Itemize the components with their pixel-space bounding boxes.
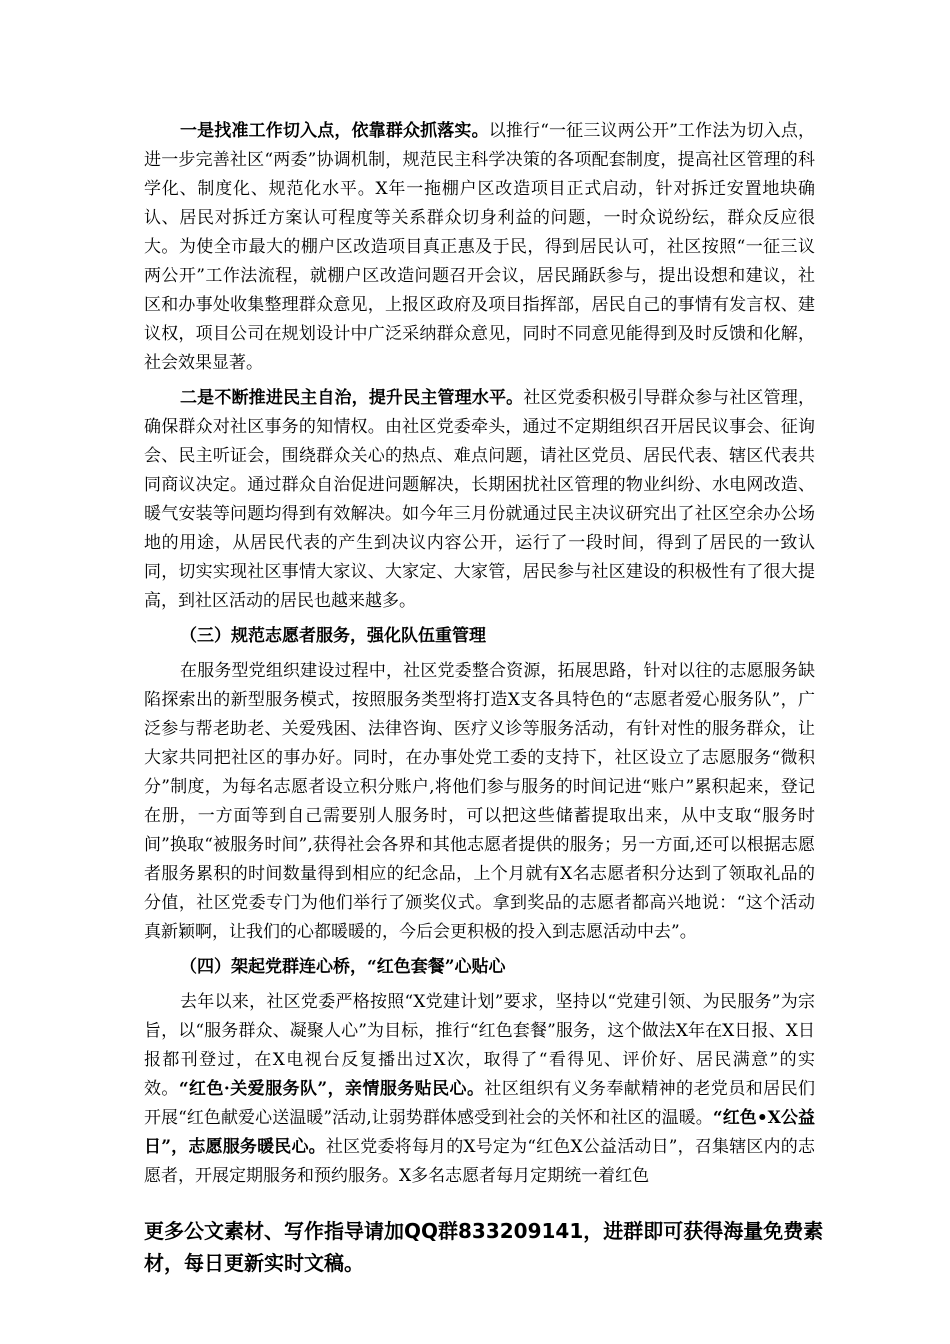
paragraph-2-text: 社区党委积极引导群众参与社区管理，确保群众对社区事务的知情权。由社区党委牵头，通过不定期组织召开居民议事会、征询会、民主听证会，围绕群众关心的热点、难点问题，请社区党员、居民代表、辖区代表共同商议决定。通过群众自治促进问题解决，长期困扰社区管理的物业纠纷、水电网改造、暖气安装等问题均得到有效解决。如今年三月份就通过民主决议研究出了社区空余办公场地的用途，从居民代表的产生到决议内容公开，运行了一段时间，得到了居民的一致认同，切实实现社区事情大家议、大家定、大家管，居民参与社区建设的积极性有了很大提高，到社区活动的居民也越来越多。 bbox=[144, 388, 816, 611]
paragraph-1-lead: 一是找准工作切入点，依靠群众抓落实。 bbox=[180, 121, 489, 141]
paragraph-4-text-1: 去年以来，社区党委严格按照“X党建计划”要求，坚持以“党建引领、为民服务”为宗旨，以“服务群众、凝聚人心”为目标，推行“红色套餐”服务，这个做法X年在X日报、X日报都刊登过，在X电视台反复播出过X次，取得了“看得见、评价好、居民满意”的实效。 bbox=[144, 992, 815, 1099]
paragraph-4-text-3: 社区党委将每月的X号定为“红色X公益活动日”，召集辖区内的志愿者，开展定期服务和预约服务。X多名志愿者每月定期统一着红色 bbox=[144, 1137, 815, 1186]
paragraph-2 bbox=[144, 384, 815, 616]
section-heading-4: （四）架起党群连心桥，“红色套餐”心贴心 bbox=[180, 957, 506, 977]
paragraph-1-text: 以推行“一征三议两公开”工作法为切入点，进一步完善社区“两委”协调机制，规范民主科学决策的各项配套制度，提高社区管理的科学化、制度化、规范化水平。X年一拖棚户区改造项目正式启动，针对拆迁安置地块确认、居民对拆迁方案认可程度等关系群众切身利益的问题，一时众说纷纭，群众反应很大。为使全市最大的棚户区改造项目真正惠及于民，得到居民认可，社区按照“一征三议两公开”工作法流程，就棚户区改造问题召开会议，居民踊跃参与，提出设想和建议，社区和办事处收集整理群众意见，上报区政府及项目指挥部，居民自己的事情有发言权、建议权，项目公司在规划设计中广泛采纳群众意见，同时不同意见能得到及时反馈和化解，社会效果显著。 bbox=[144, 121, 815, 373]
paragraph-4-bold-1: “红色·关爱服务队”，亲情服务贴民心。 bbox=[178, 1079, 485, 1099]
promo-footer: 更多公文素材、写作指导请加QQ群833209141，进群即可获得海量免费素材，每日更新实时文稿。 bbox=[144, 1219, 824, 1275]
section-heading-3: （三）规范志愿者服务，强化队伍重管理 bbox=[180, 626, 486, 646]
paragraph-1 bbox=[144, 117, 815, 378]
paragraph-3: 在服务型党组织建设过程中，社区党委整合资源，拓展思路，针对以往的志愿服务缺陷探索出的新型服务模式，按照服务类型将打造X支各具特色的“志愿者爱心服务队”，广泛参与帮老助老、关爱残困、法律咨询、医疗义诊等服务活动，有针对性的服务群众，让大家共同把社区的事办好。同时，在办事处党工委的支持下，社区设立了志愿服务“微积分”制度，为每名志愿者设立积分账户,将他们参与服务的时间记进“账户”累积起来，登记在册，一方面等到自己需要别人服务时，可以把这些储蓄提取出来，从中支取“服务时间”换取“被服务时间”,获得社会各界和其他志愿者提供的服务；另一方面,还可以根据志愿者服务累积的时间数量得到相应的纪念品，上个月就有X名志愿者积分达到了领取礼品的分值，社区党委专门为他们举行了颁奖仪式。拿到奖品的志愿者都高兴地说：“这个活动真新颖啊，让我们的心都暖暖的，今后会更积极的投入到志愿活动中去”。 bbox=[144, 661, 815, 942]
paragraph-2-lead: 二是不断推进民主自治，提升民主管理水平。 bbox=[180, 388, 524, 408]
paragraph-4-text-2: 社区组织有义务奉献精神的老党员和居民们开展“红色献爱心送温暖”活动,让弱势群体感受到社会的关怀和社区的温暖。 bbox=[144, 1079, 816, 1128]
paragraph-4-bold-2: “红色•X公益日”，志愿服务暖民心。 bbox=[144, 1108, 815, 1157]
paragraph-4 bbox=[144, 988, 815, 1191]
document-body bbox=[144, 117, 815, 1197]
